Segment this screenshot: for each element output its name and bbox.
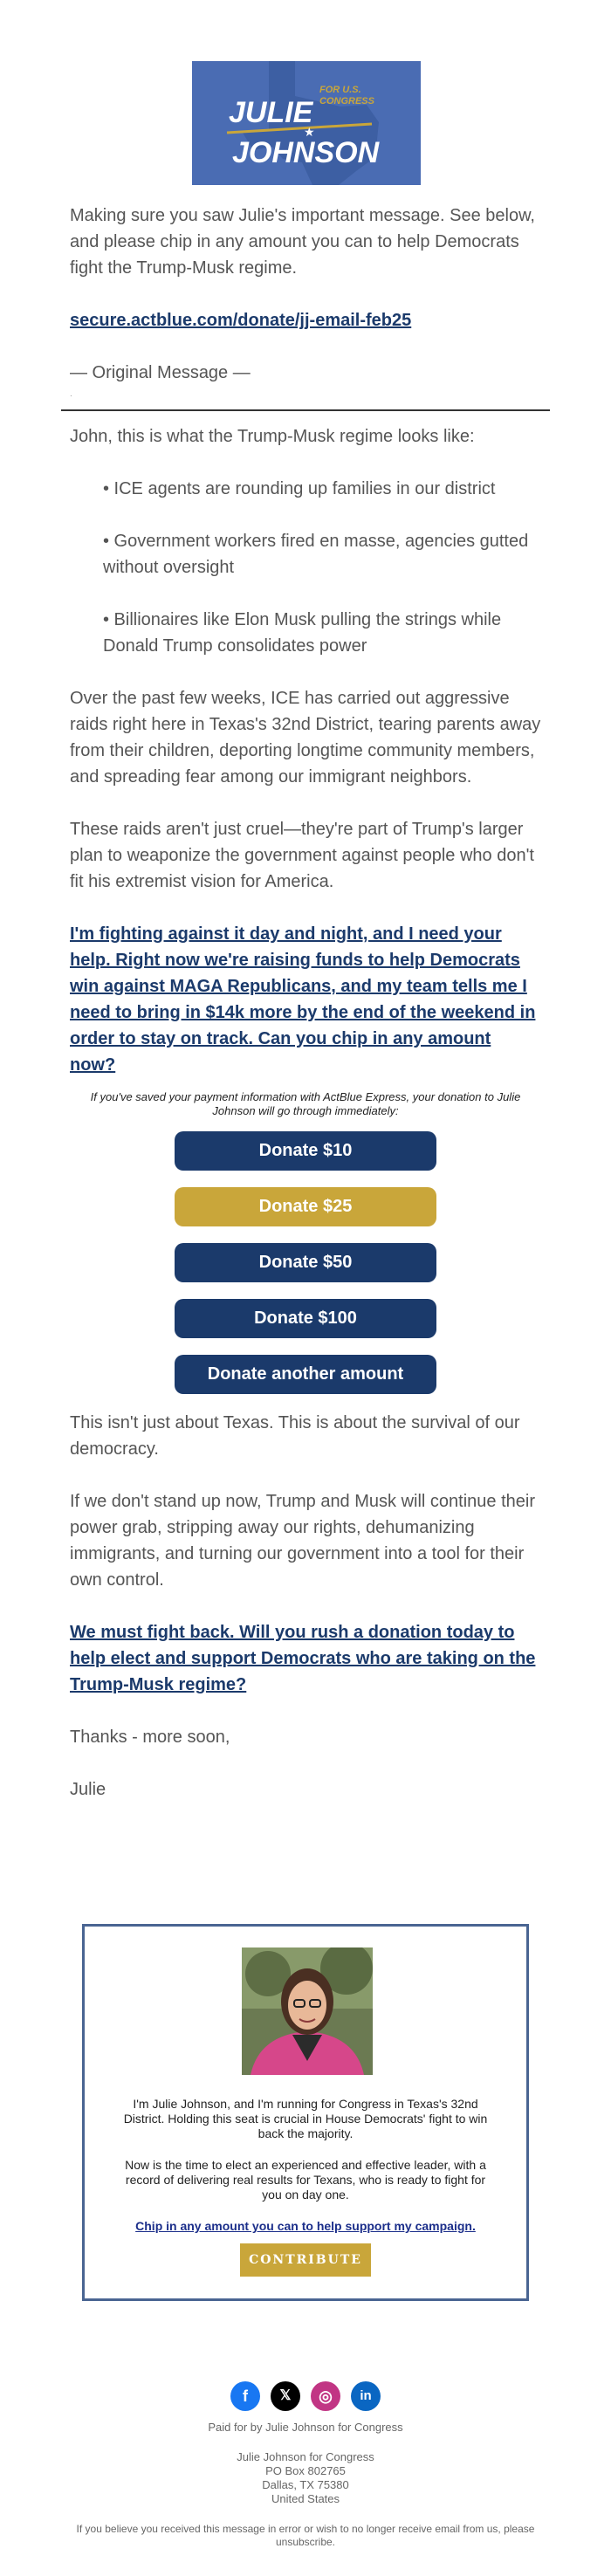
city-line: Dallas, TX 75380 [262, 2478, 349, 2491]
para2-block [70, 816, 541, 895]
bullet-3 [103, 607, 541, 659]
donate-50-button[interactable]: Donate $50 [175, 1243, 436, 1282]
donate-10-button[interactable]: Donate $10 [175, 1131, 436, 1171]
intro-block [70, 203, 541, 281]
intro-text: Making sure you saw Julie's important message. See below, and please chip in any amount you can to help Democrats fight the Trump-Musk regime. [70, 206, 535, 278]
actblue-express-note: If you've saved your payment information with ActBlue Express, your donation to Julie Johnson will go through immediately: [90, 1090, 521, 1117]
bullet-1 [103, 476, 541, 502]
contribute-button[interactable]: CONTRIBUTE [240, 2243, 371, 2277]
ask-link[interactable]: I'm fighting against it day and night, and I need your help. Right now we're raising funds to help Democrats win against MAGA Republicans, and my team tells me I need to bring in $14k more by the end of the weekend in order to stay on track. Can you chip in any amount now? [70, 924, 536, 1075]
ask2-link[interactable]: We must fight back. Will you rush a donation today to help elect and support Democrats who are taking on the Trump-Musk regime? [70, 1623, 536, 1694]
ask-block [70, 921, 541, 1078]
unsubscribe-text[interactable]: If you believe you received this message in error or wish to no longer receive email from us, please unsubscribe. [76, 2523, 535, 2548]
donate-100-button[interactable]: Donate $100 [175, 1299, 436, 1338]
para3-text: This isn't just about Texas. This is about the survival of our democracy. [70, 1413, 520, 1459]
para1-text: Over the past few weeks, ICE has carried out aggressive raids right here in Texas's 32nd District, tearing parents away from their children, deporting longtime community members, and spreading fear among our immigrant neighbors. [70, 689, 541, 787]
para3-block [70, 1410, 541, 1462]
thanks-block [70, 1724, 541, 1750]
logo-star-icon: ★ [304, 126, 315, 140]
para4-text: If we don't stand up now, Trump and Musk will continue their power grab, stripping away our rights, dehumanizing immigrants, and turning our government into a tool for their own control. [70, 1492, 535, 1590]
facebook-icon[interactable]: f [230, 2381, 260, 2411]
logo-tag-line1: FOR U.S. [319, 85, 361, 95]
bio-paragraph-2: Now is the time to elect an experienced and effective leader, with a record of delivering real results for Texans, who is ready to fight for you on day one. [125, 2158, 486, 2202]
po-box: PO Box 802765 [265, 2464, 346, 2477]
divider [61, 409, 550, 411]
actblue-link[interactable]: secure.actblue.com/donate/jj-email-feb25 [70, 311, 412, 330]
candidate-photo [242, 1947, 373, 2075]
para2-text: These raids aren't just cruel—they're part of Trump's larger plan to weaponize the government against people who don't fit his extremist vision for America. [70, 820, 534, 891]
logo-last-name: JOHNSON [232, 136, 380, 169]
ask2-block [70, 1619, 541, 1698]
linkedin-icon[interactable]: in [351, 2381, 381, 2411]
actblue-link-block [70, 307, 541, 333]
opening-block [70, 423, 541, 450]
logo-tag-line2: CONGRESS [319, 96, 374, 106]
bullet-2 [103, 528, 541, 580]
para1-block [70, 685, 541, 790]
donate-other-button[interactable]: Donate another amount [175, 1355, 436, 1394]
bullet-text: • Billionaires like Elon Musk pulling the strings while Donald Trump consolidates power [103, 610, 502, 656]
signoff-block [70, 1776, 541, 1803]
para4-block [70, 1488, 541, 1593]
bio-card [82, 1924, 529, 2301]
campaign-logo[interactable] [192, 61, 421, 185]
tiny-dot: . [70, 389, 72, 399]
candidate-photo-graphic [242, 1947, 373, 2075]
opening-text: John, this is what the Trump-Musk regime looks like: [70, 427, 475, 446]
logo-graphic [192, 61, 421, 185]
donate-25-button[interactable]: Donate $25 [175, 1187, 436, 1226]
original-message-block [70, 360, 541, 386]
bullet-text: • Government workers fired en masse, agencies gutted without oversight [103, 532, 529, 577]
thanks-text: Thanks - more soon, [70, 1728, 230, 1747]
org-name: Julie Johnson for Congress [237, 2450, 374, 2463]
instagram-icon[interactable]: ◎ [311, 2381, 340, 2411]
signoff-text: Julie [70, 1780, 106, 1799]
paid-for-text: Paid for by Julie Johnson for Congress [208, 2421, 403, 2434]
original-message-label: — Original Message — [70, 363, 251, 382]
support-campaign-link[interactable]: Chip in any amount you can to help support my campaign. [135, 2219, 476, 2233]
logo-first-name: JULIE [229, 96, 313, 129]
country-line: United States [271, 2492, 340, 2505]
bullet-text: • ICE agents are rounding up families in our district [103, 479, 496, 498]
x-icon[interactable]: 𝕏 [271, 2381, 300, 2411]
bio-paragraph-1: I'm Julie Johnson, and I'm running for Congress in Texas's 32nd District. Holding this seat is crucial in House Democrats' fight to win back the majority. [123, 2097, 488, 2140]
